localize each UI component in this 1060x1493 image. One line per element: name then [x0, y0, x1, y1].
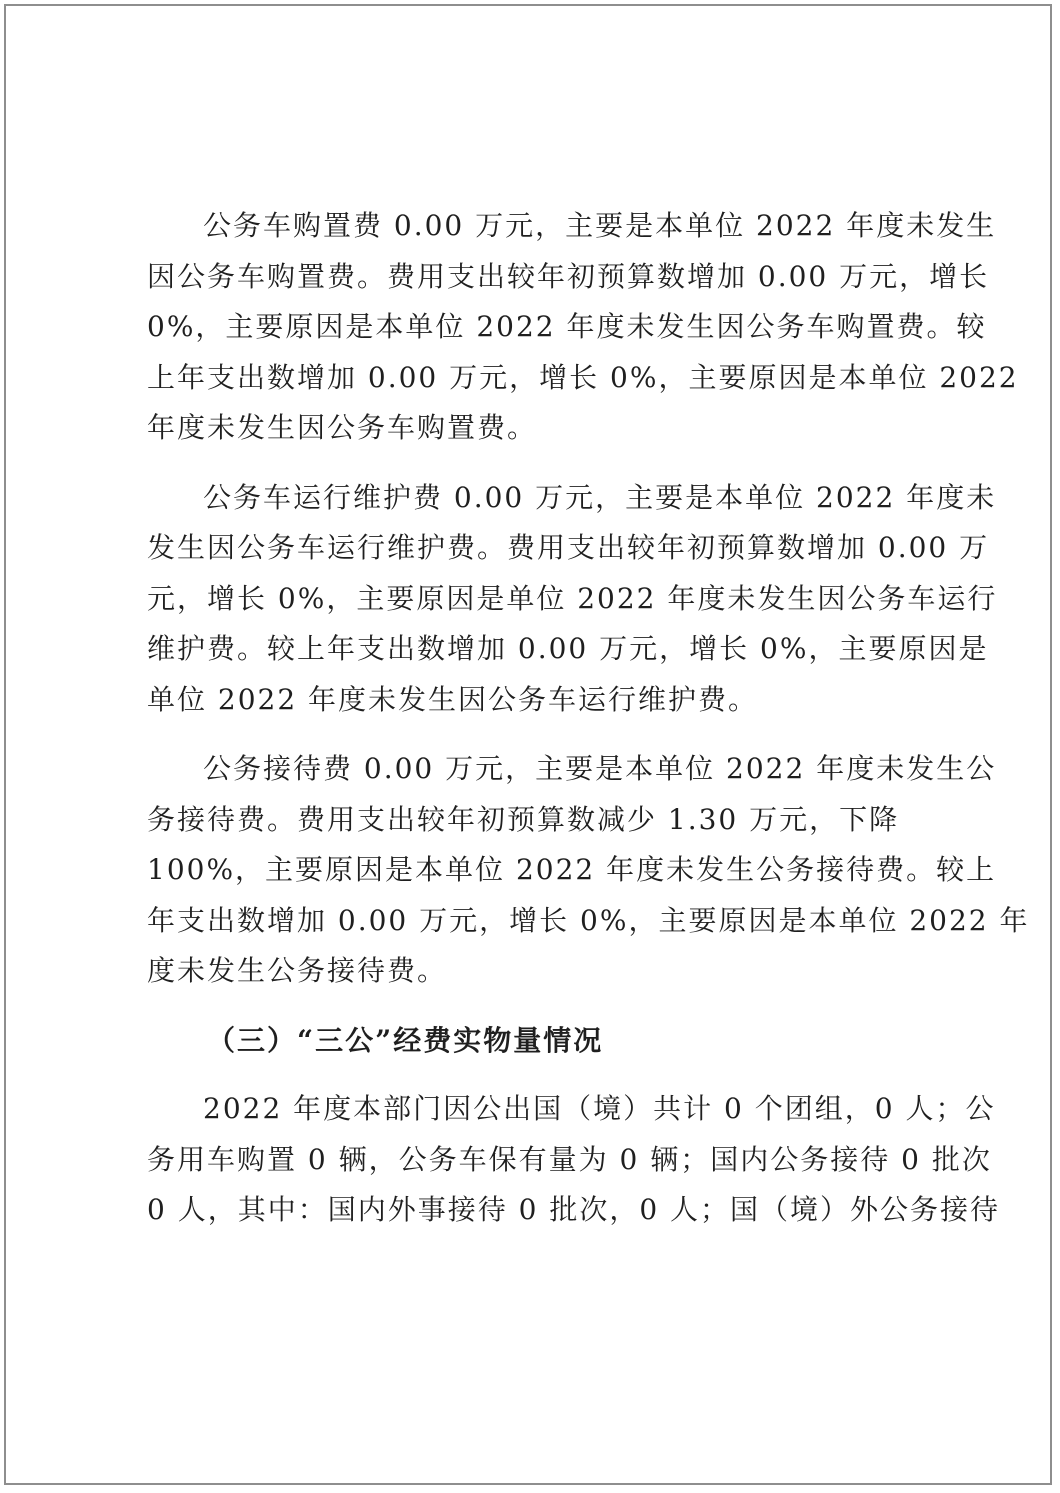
text-line: 年支出数增加 0.00 万元，增长 0%，主要原因是本单位 2022 年 — [147, 903, 1030, 937]
text-line: 上年支出数增加 0.00 万元，增长 0%，主要原因是本单位 2022 — [147, 360, 1019, 394]
text-line: 单位 2022 年度未发生因公务车运行维护费。 — [147, 682, 759, 716]
text-line: 公务接待费 0.00 万元，主要是本单位 2022 年度未发生公 — [203, 752, 997, 785]
text-line: 元，增长 0%，主要原因是单位 2022 年度未发生因公务车运行 — [147, 581, 998, 615]
paragraph-vehicle-maintenance — [147, 473, 998, 726]
text-line: 公务车购置费 0.00 万元，主要是本单位 2022 年度未发生 — [203, 209, 997, 242]
text-line: 2022 年度本部门因公出国（境）共计 0 个团组，0 人；公 — [203, 1092, 996, 1125]
text-line: 务接待费。费用支出较年初预算数减少 1.30 万元，下降 — [147, 802, 900, 836]
document-body — [147, 201, 1030, 1255]
paragraph-reception — [147, 744, 1030, 997]
text-line: 维护费。较上年支出数增加 0.00 万元，增长 0%，主要原因是 — [147, 632, 989, 665]
text-line: 务用车购置 0 辆，公务车保有量为 0 辆；国内公务接待 0 批次 — [147, 1142, 992, 1176]
text-line: 100%，主要原因是本单位 2022 年度未发生公务接待费。较上 — [147, 853, 997, 886]
paragraph-physical-quantity — [147, 1084, 1001, 1236]
text-line: 发生因公务车运行维护费。费用支出较年初预算数增加 0.00 万 — [147, 531, 990, 564]
text-line: 年度未发生因公务车购置费。 — [147, 411, 538, 444]
text-line: 0%，主要原因是本单位 2022 年度未发生因公务车购置费。较 — [147, 310, 987, 343]
paragraph-vehicle-purchase — [147, 201, 1019, 454]
text-line: 0 人，其中：国内外事接待 0 批次，0 人；国（境）外公务接待 — [147, 1193, 1001, 1226]
section-heading: （三）“三公”经费实物量情况 — [207, 1023, 604, 1057]
text-line: 因公务车购置费。费用支出较年初预算数增加 0.00 万元，增长 — [147, 259, 990, 293]
text-line: 公务车运行维护费 0.00 万元，主要是本单位 2022 年度未 — [203, 480, 997, 514]
document-page — [4, 4, 1052, 1485]
text-line: 度未发生公务接待费。 — [147, 954, 448, 987]
